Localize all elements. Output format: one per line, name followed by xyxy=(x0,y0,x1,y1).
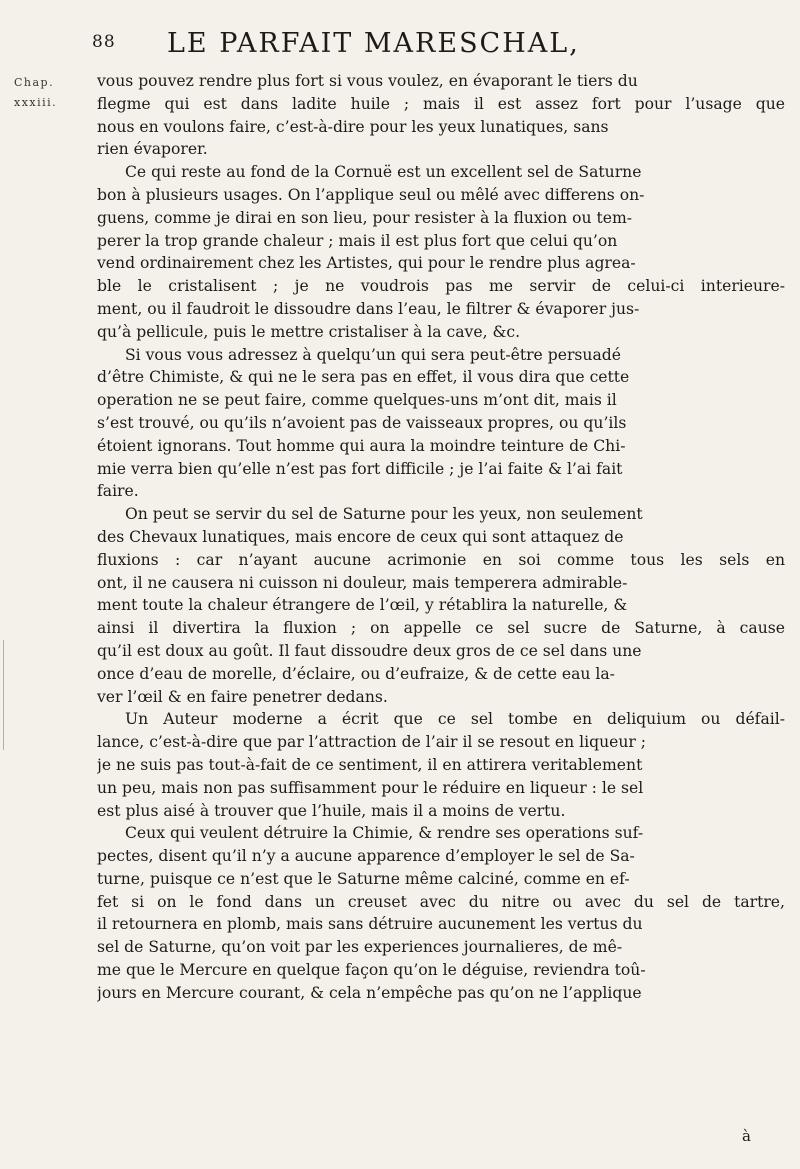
text-line: guens, comme je dirai en son lieu, pour resister à la fluxion ou tem- xyxy=(97,208,633,227)
text-line: Un Auteur moderne a écrit que ce sel tombe en deliquium ou défail- xyxy=(125,710,785,729)
text-line: s’est trouvé, ou qu’ils n’avoient pas de vaisseaux propres, ou qu’ils xyxy=(97,413,627,432)
text-line: bon à plusieurs usages. On l’applique seul ou mêlé avec differens on- xyxy=(97,185,645,204)
text-line: pectes, disent qu’il n’y a aucune apparence d’employer le sel de Sa- xyxy=(97,847,635,866)
text-line: qu’il est doux au goût. Il faut dissoudre deux gros de ce sel dans une xyxy=(97,641,642,660)
text-line: je ne suis pas tout-à-fait de ce sentiment, il en attirera veritablement xyxy=(97,755,643,774)
text-line: d’être Chimiste, & qui ne le sera pas en effet, il vous dira que cette xyxy=(97,368,630,387)
text-line: rien évaporer. xyxy=(97,140,208,159)
text-line: On peut se servir du sel de Saturne pour les yeux, non seulement xyxy=(125,505,643,524)
text-line: operation ne se peut faire, comme quelques-uns m’ont dit, mais il xyxy=(97,391,617,410)
text-line: ont, il ne causera ni cuisson ni douleur, mais temperera admirable- xyxy=(97,573,628,592)
text-line: perer la trop grande chaleur ; mais il est plus fort que celui qu’on xyxy=(97,231,618,250)
text-line: étoient ignorans. Tout homme qui aura la moindre teinture de Chi- xyxy=(97,436,626,455)
text-line: faire. xyxy=(97,482,139,501)
page-number: 88 xyxy=(92,32,116,52)
chapter-number: xxxiii. xyxy=(14,96,58,109)
text-line: me que le Mercure en quelque façon qu’on le déguise, reviendra toû- xyxy=(97,961,646,980)
text-line: ver l’œil & en faire penetrer dedans. xyxy=(97,687,388,706)
catchword: à xyxy=(742,1127,751,1145)
text-line: vend ordinairement chez les Artistes, qui pour le rendre plus agrea- xyxy=(97,254,636,273)
text-line: un peu, mais non pas suffisamment pour le réduire en liqueur : le sel xyxy=(97,778,644,797)
text-line: sel de Saturne, qu’on voit par les experiences journalieres, de mê- xyxy=(97,938,623,957)
body-text xyxy=(97,70,785,1005)
text-line: qu’à pellicule, puis le mettre cristaliser à la cave, &c. xyxy=(97,322,521,341)
text-line: turne, puisque ce n’est que le Saturne même calciné, comme en ef- xyxy=(97,869,630,888)
text-line: ment, ou il faudroit le dissoudre dans l’eau, le filtrer & évaporer jus- xyxy=(97,299,640,318)
text-line: ainsi il divertira la fluxion ; on appelle ce sel sucre de Saturne, à cause xyxy=(97,619,785,638)
text-line: fet si on le fond dans un creuset avec du nitre ou avec du sel de tartre, xyxy=(97,892,785,911)
running-title: LE PARFAIT MARESCHAL, xyxy=(167,28,580,59)
text-line: jours en Mercure courant, & cela n’empêche pas qu’on ne l’applique xyxy=(97,983,642,1002)
text-line: Ce qui reste au fond de la Cornuë est un excellent sel de Saturne xyxy=(125,163,642,182)
text-line: ble le cristalisent ; je ne voudrois pas me servir de celui-ci interieure- xyxy=(97,277,785,296)
text-line: des Chevaux lunatiques, mais encore de ceux qui sont attaquez de xyxy=(97,527,624,546)
text-line: flegme qui est dans ladite huile ; mais il est assez fort pour l’usage que xyxy=(97,94,785,113)
margin-note xyxy=(14,73,84,113)
text-line: once d’eau de morelle, d’éclaire, ou d’eufraize, & de cette eau la- xyxy=(97,664,615,683)
text-line: Si vous vous adressez à quelqu’un qui sera peut-être persuadé xyxy=(125,345,621,364)
text-line: est plus aisé à trouver que l’huile, mais il a moins de vertu. xyxy=(97,801,566,820)
text-line: mie verra bien qu’elle n’est pas fort difficile ; je l’ai faite & l’ai fait xyxy=(97,459,623,478)
text-line: vous pouvez rendre plus fort si vous voulez, en évaporant le tiers du xyxy=(97,72,638,90)
page-header xyxy=(92,28,712,72)
text-line: Ceux qui veulent détruire la Chimie, & rendre ses operations suf- xyxy=(125,824,644,843)
text-line: fluxions : car n’ayant aucune acrimonie en soi comme tous les sels en xyxy=(97,550,785,569)
text-line: nous en voulons faire, c’est-à-dire pour les yeux lunatiques, sans xyxy=(97,117,609,136)
chapter-label: Chap. xyxy=(14,76,55,89)
text-line: il retournera en plomb, mais sans détruire aucunement les vertus du xyxy=(97,915,643,934)
text-line: lance, c’est-à-dire que par l’attraction de l’air il se resout en liqueur ; xyxy=(97,733,647,752)
text-line: ment toute la chaleur étrangere de l’œil, y rétablira la naturelle, & xyxy=(97,596,628,615)
margin-smudge xyxy=(3,640,12,750)
